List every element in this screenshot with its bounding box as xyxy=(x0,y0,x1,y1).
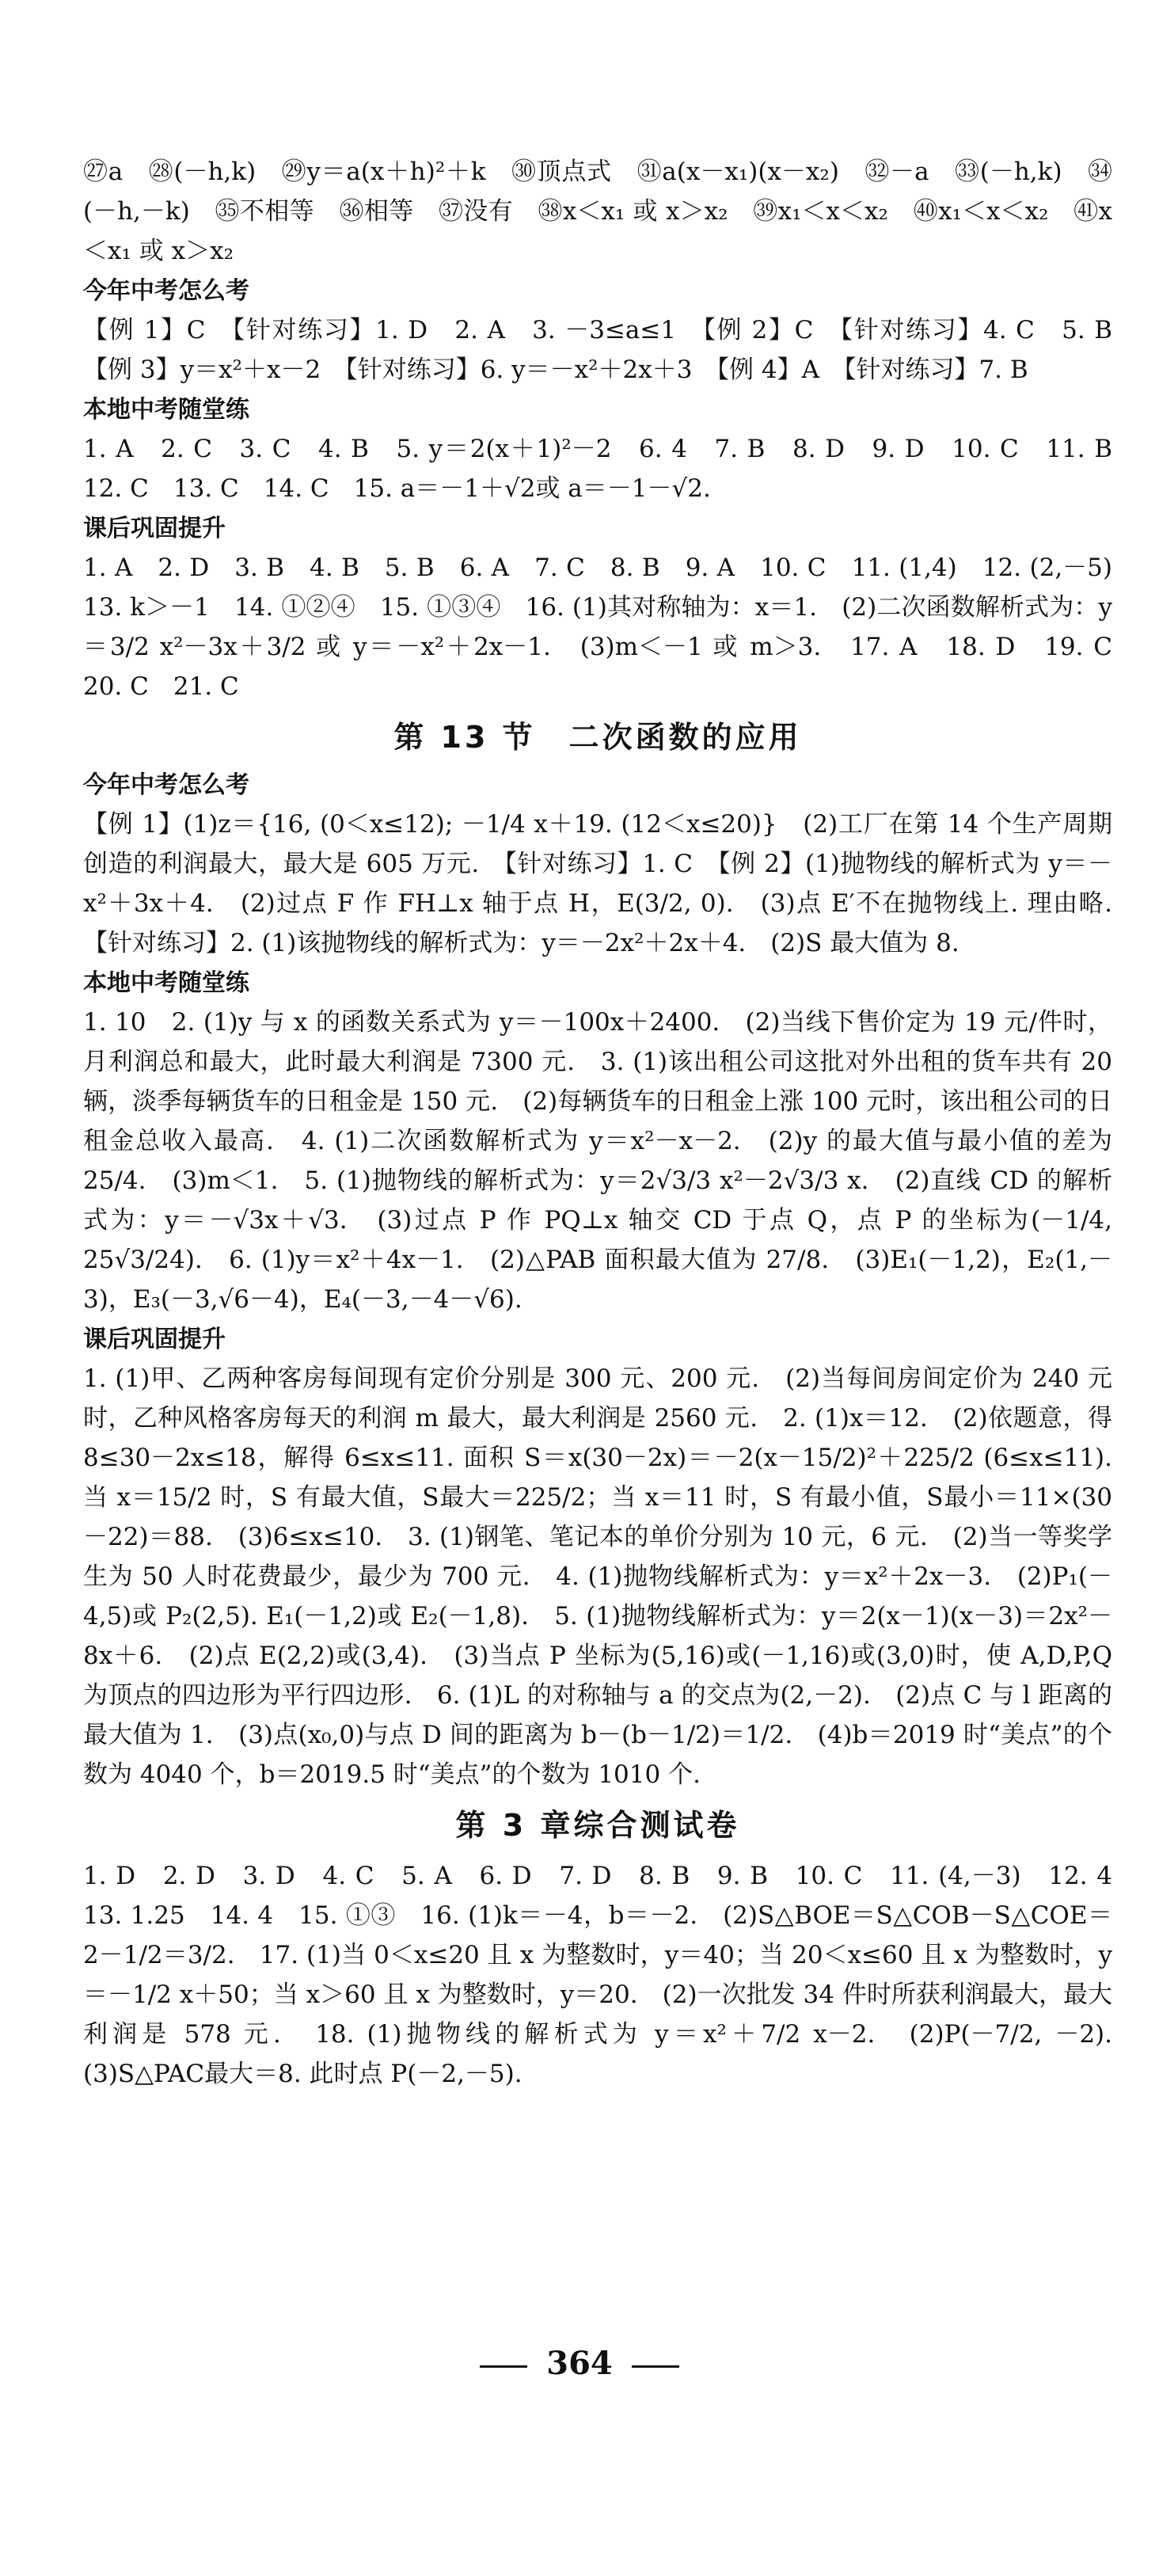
section-title-13: 第 13 节 二次函数的应用 xyxy=(393,720,802,755)
subheading-local-practice-13: 本地中考随堂练 xyxy=(83,969,249,997)
dash-right xyxy=(632,2365,679,2368)
page-number-text: 364 xyxy=(546,2345,613,2382)
answer-paragraph-5: 【例 1】(1)z＝{16, (0＜x≤12); －1/4 x＋19. (12＜x≤20)} (2)工厂在第 14 个生产周期创造的利润最大，最大是 605 万元. 【针对练习】1. C 【例 2】(1)抛物线的解析式为 y＝－x²＋3x＋4. (2)过点 F 作 FH⊥x 轴于点 H，E(3/2, 0). (3)点 E′不在抛物线上. 理由略. 【针对练习】2. (1)该抛物线的解析式为：y＝－2x²＋2x＋4. (2)S 最大值为 8. xyxy=(83,810,1137,957)
section-title-chapter3: 第 3 章综合测试卷 xyxy=(455,1808,740,1843)
answer-paragraph-4: 1. A 2. D 3. B 4. B 5. B 6. A 7. C 8. B 9. A 10. C 11. (1,4) 12. (2,－5) 13. k＞－1 14. ①②④ 15. ①③④ 16. (1)其对称轴为：x＝1. (2)二次函数解析式为：y＝3/2 x²－3x＋3/2 或 y＝－x²＋2x－1. (3)m＜－1 或 m＞3. 17. A 18. D 19. C 20. C 21. C xyxy=(83,554,1137,701)
answer-paragraph-2: 【例 1】C 【针对练习】1. D 2. A 3. －3≤a≤1 【例 2】C 【针对练习】4. C 5. B 【例 3】y＝x²＋x－2 【针对练习】6. y＝－x²＋2x＋3 【例 4】A 【针对练习】7. B xyxy=(83,316,1137,384)
subheading-local-practice: 本地中考随堂练 xyxy=(83,396,249,424)
answer-paragraph-1: ㉗a ㉘(－h,k) ㉙y＝a(x＋h)²＋k ㉚顶点式 ㉛a(x－x₁)(x－x₂) ㉜－a ㉝(－h,k) ㉞(－h,－k) ㉟不相等 ㊱相等 ㊲没有 ㊳x＜x₁ 或 x＞x₂ ㊴x₁＜x＜x₂ ㊵x₁＜x＜x₂ ㊶x＜x₁ 或 x＞x₂ xyxy=(83,158,1112,265)
dash-left xyxy=(480,2365,527,2368)
answer-paragraph-3: 1. A 2. C 3. C 4. B 5. y＝2(x＋1)²－2 6. 4 7. B 8. D 9. D 10. C 11. B 12. C 13. C 14. C 15. a＝－1＋√2或 a＝－1－√2. xyxy=(83,435,1137,503)
answer-paragraph-6: 1. 10 2. (1)y 与 x 的函数关系式为 y＝－100x＋2400. (2)当线下售价定为 19 元/件时，月利润总和最大，此时最大利润是 7300 元. 3. (1)该出租公司这批对外出租的货车共有 20 辆，淡季每辆货车的日租金是 150 元. (2)每辆货车的日租金上涨 100 元时，该出租公司的日租金总收入最高. 4. (1)二次函数解析式为 y＝x²－x－2. (2)y 的最大值与最小值的差为 25/4. (3)m＜1. 5. (1)抛物线的解析式为：y＝2√3/3 x²－2√3/3 x. (2)直线 CD 的解析式为：y＝－√3x＋√3. (3)过点 P 作 PQ⊥x 轴交 CD 于点 Q，点 P 的坐标为(－1/4, 25√3/24). 6. (1)y＝x²＋4x－1. (2)△PAB 面积最大值为 27/8. (3)E₁(－1,2)，E₂(1,－3)，E₃(－3,√6－4)，E₄(－3,－4－√6). xyxy=(83,1008,1112,1314)
answer-page xyxy=(83,152,1137,2094)
subheading-after-class: 课后巩固提升 xyxy=(83,515,226,542)
answer-paragraph-7: 1. (1)甲、乙两种客房每间现有定价分别是 300 元、200 元. (2)当每间房间定价为 240 元时，乙种风格客房每天的利润 m 最大，最大利润是 2560 元. 2. (1)x＝12. (2)依题意，得 8≤30－2x≤18，解得 6≤x≤11. 面积 S＝x(30－2x)＝－2(x－15/2)²＋225/2 (6≤x≤11). 当 x＝15/2 时，S 有最大值，S最大＝225/2；当 x＝11 时，S 有最小值，S最小＝11×(30－22)＝88. (3)6≤x≤10. 3. (1)钢笔、笔记本的单价分别为 10 元，6 元. (2)当一等奖学生为 50 人时花费最少，最少为 700 元. 4. (1)抛物线解析式为：y＝x²＋2x－3. (2)P₁(－4,5)或 P₂(2,5). E₁(－1,2)或 E₂(－1,8). 5. (1)抛物线解析式为：y＝2(x－1)(x－3)＝2x²－8x＋6. (2)点 E(2,2)或(3,4). (3)当点 P 坐标为(5,16)或(－1,16)或(3,0)时，使 A,D,P,Q 为顶点的四边形为平行四边形. 6. (1)L 的对称轴与 a 的交点为(2,－2). (2)点 C 与 l 距离的最大值为 1. (3)点(x₀,0)与点 D 间的距离为 b－(b－1/2)＝1/2. (4)b＝2019 时“美点”的个数为 4040 个，b＝2019.5 时“美点”的个数为 1010 个. xyxy=(83,1364,1112,1789)
page-number xyxy=(0,2344,1159,2384)
subheading-after-class-13: 课后巩固提升 xyxy=(83,1326,226,1353)
subheading-exam-howto: 今年中考怎么考 xyxy=(83,277,249,305)
answer-paragraph-8: 1. D 2. D 3. D 4. C 5. A 6. D 7. D 8. B 9. B 10. C 11. (4,－3) 12. 4 13. 1.25 14. 4 15. ①③ 16. (1)k＝－4，b＝－2. (2)S△BOE＝S△COB－S△COE＝2－1/2＝3/2. 17. (1)当 0＜x≤20 且 x 为整数时，y＝40；当 20＜x≤60 且 x 为整数时，y＝－1/2 x＋50；当 x＞60 且 x 为整数时，y＝20. (2)一次批发 34 件时所获利润最大，最大利润是 578 元. 18. (1)抛物线的解析式为 y＝x²＋7/2 x－2. (2)P(－7/2, －2). (3)S△PAC最大＝8. 此时点 P(－2,－5). xyxy=(83,1862,1137,2088)
subheading-exam-howto-13: 今年中考怎么考 xyxy=(83,771,249,799)
